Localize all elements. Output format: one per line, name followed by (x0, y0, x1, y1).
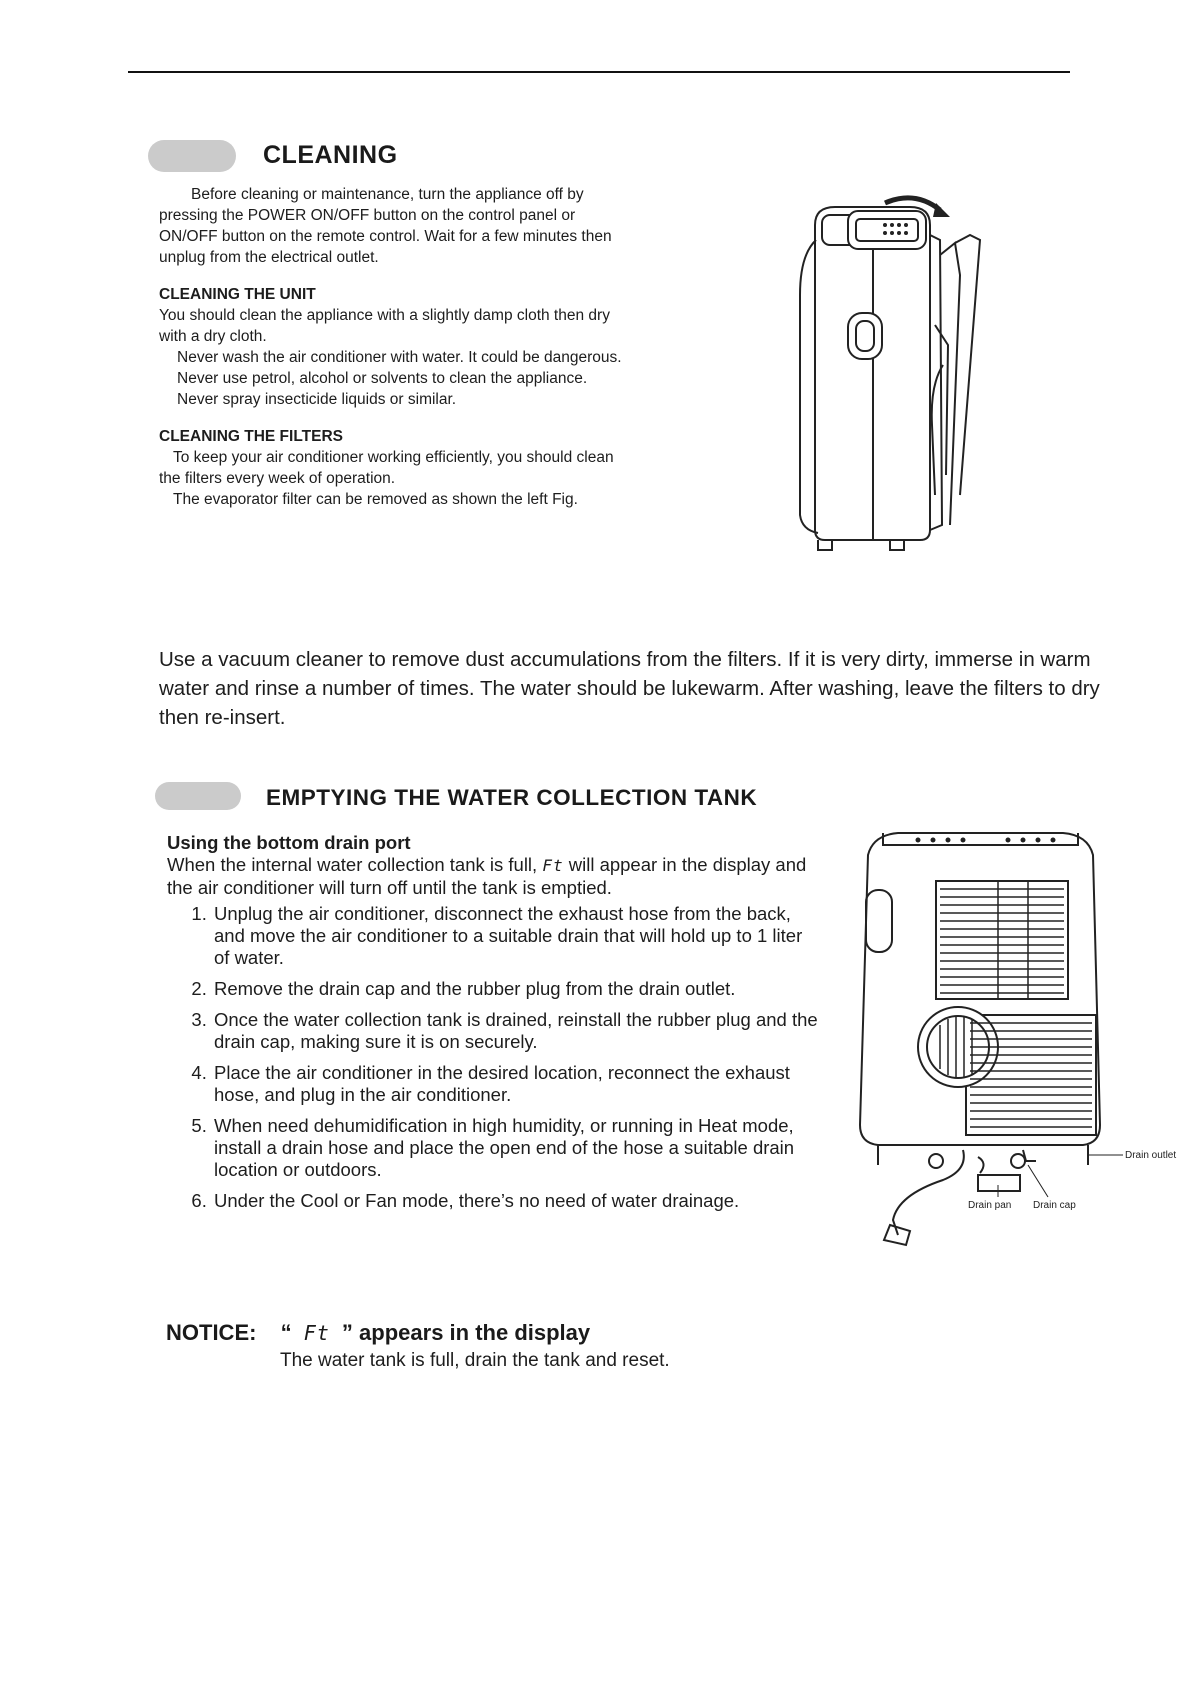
tank-intro-after: will appear in the display and the air conditioner will turn off until the tank is emptied. (167, 854, 807, 898)
notice-body: The water tank is full, drain the tank and reset. (280, 1350, 670, 1371)
label-drain-pan: Drain pan (968, 1200, 1012, 1211)
tank-steps-list (167, 903, 822, 1212)
vacuum-instructions: Use a vacuum cleaner to remove dust accumulations from the filters. If it is very dirty, immerse in warm water and rinse a number of times. The water should be lukewarm. After washing, leave the filters to dry then re-insert. (159, 648, 1100, 729)
cleaning-unit-text-1: You should clean the appliance with a slightly damp cloth then dry with a dry cloth. (159, 307, 610, 345)
tank-step: 4. Place the air conditioner in the desired location, reconnect the exhaust hose, and plug in the air conditioner. (212, 1062, 822, 1106)
drain-port-illustration (848, 825, 1177, 1265)
notice-quote-close: ” (341, 1320, 353, 1345)
header-rule (128, 71, 1070, 73)
notice-headline: appears in the display (359, 1320, 591, 1345)
tank-subheading: Using the bottom drain port (167, 832, 411, 853)
cleaning-unit-text-2: Never wash the air conditioner with water. It could be dangerous. (177, 349, 622, 366)
cleaning-text-block (159, 184, 629, 510)
cleaning-intro: Before cleaning or maintenance, turn the appliance off by pressing the POWER ON/OFF button on the control panel or ON/OFF button on the remote control. Wait for a few minutes then unplug from the electrical outlet. (159, 186, 612, 266)
cleaning-filters-heading: CLEANING THE FILTERS (159, 428, 343, 445)
tank-step: 6. Under the Cool or Fan mode, there’s no need of water drainage. (212, 1190, 822, 1212)
label-drain-outlet: Drain outlet (1125, 1150, 1177, 1161)
cleaning-filters-text-1: To keep your air conditioner working efficiently, you should clean the filters every week of operation. (159, 449, 614, 487)
tank-intro (167, 854, 822, 899)
notice-label: NOTICE: (166, 1320, 257, 1345)
cleaning-unit-text-3: Never use petrol, alcohol or solvents to clean the appliance. (177, 370, 588, 387)
section-marker-cleaning (148, 140, 236, 172)
tank-step: 1. Unplug the air conditioner, disconnect the exhaust hose from the back, and move the air conditioner to a suitable drain that will hold up to 1 liter of water. (212, 903, 822, 969)
tank-display-code: Ft (542, 856, 564, 875)
section-marker-tank (155, 782, 241, 810)
cleaning-unit-heading: CLEANING THE UNIT (159, 286, 316, 303)
filter-removal-illustration (790, 195, 1000, 560)
tank-title: EMPTYING THE WATER COLLECTION TANK (266, 785, 758, 810)
tank-text-block (167, 832, 822, 1221)
notice-quote-open: “ (280, 1320, 292, 1345)
notice-heading (166, 1320, 590, 1346)
tank-step: 3. Once the water collection tank is drained, reinstall the rubber plug and the drain cap, making sure it is on securely. (212, 1009, 822, 1053)
tank-step: 5. When need dehumidification in high humidity, or running in Heat mode, install a drain hose and place the open end of the hose a suitable drain location or outdoors. (212, 1115, 822, 1181)
notice-code: Ft (303, 1321, 330, 1345)
label-drain-cap: Drain cap (1033, 1200, 1076, 1211)
cleaning-title: CLEANING (263, 141, 398, 169)
tank-step: 2. Remove the drain cap and the rubber plug from the drain outlet. (212, 978, 822, 1000)
cleaning-unit-text-4: Never spray insecticide liquids or similar. (177, 391, 457, 408)
cleaning-filters-text-2: The evaporator filter can be removed as shown the left Fig. (173, 491, 578, 508)
tank-intro-before: When the internal water collection tank is full, (167, 854, 538, 875)
